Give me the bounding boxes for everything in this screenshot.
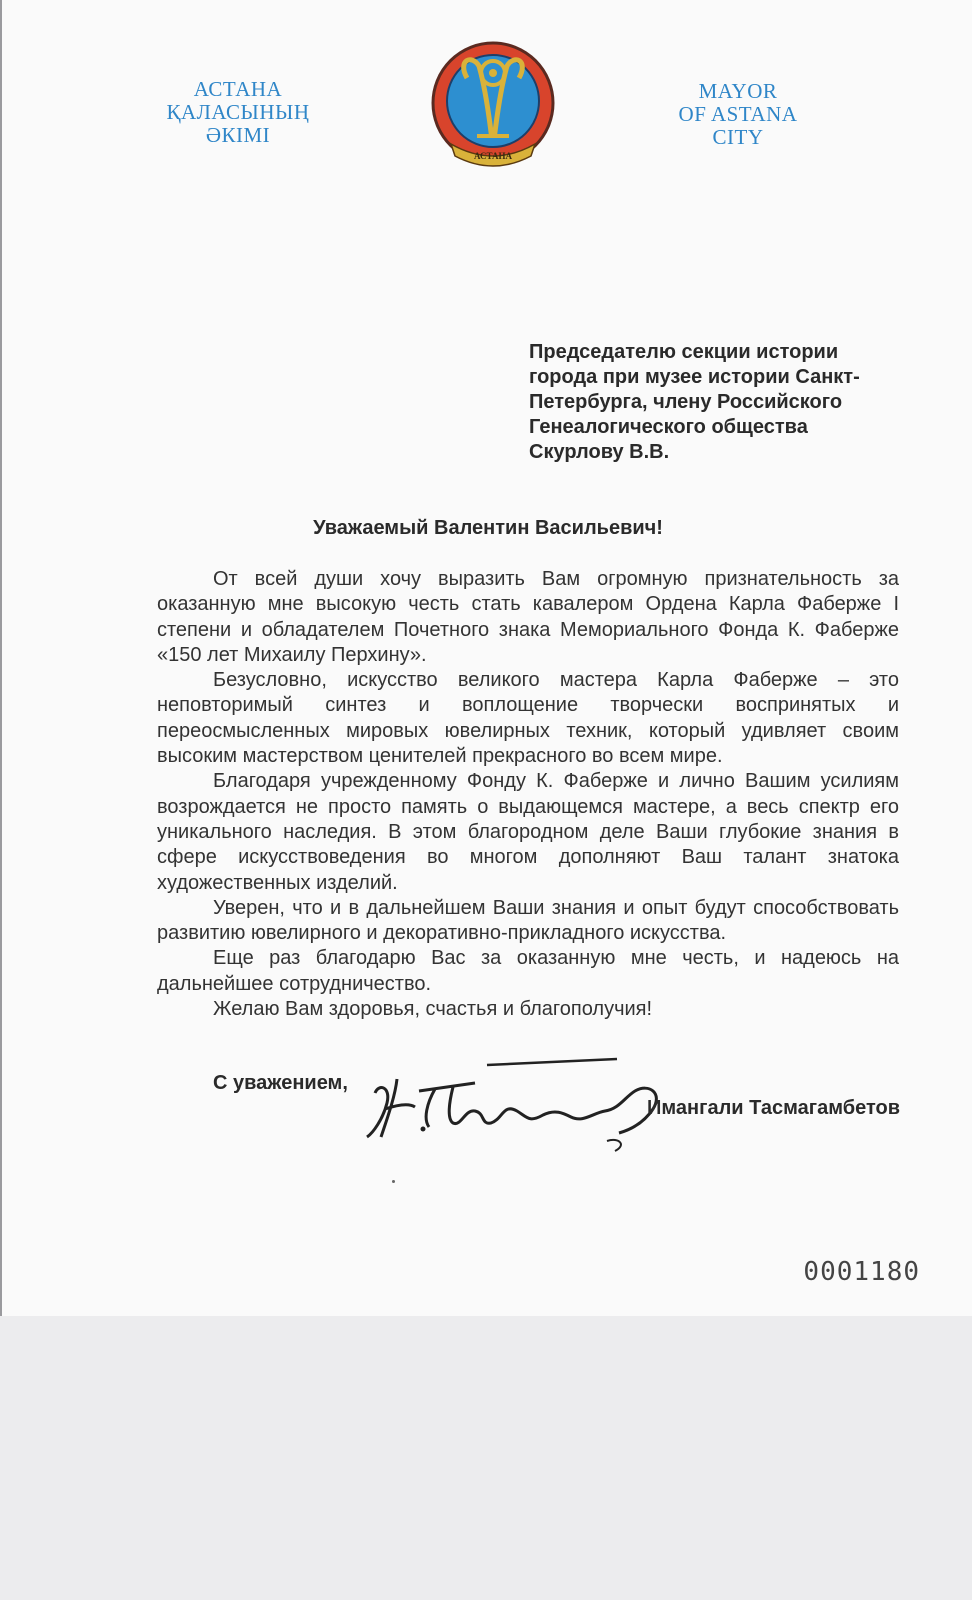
ink-dot bbox=[392, 1180, 395, 1183]
addressee-line: Петербурга, члену Российского bbox=[529, 391, 843, 413]
letterhead-left-line: ҚАЛАСЫНЫҢ bbox=[166, 100, 310, 124]
body-paragraph: Благодаря учрежденному Фонду К. Фаберже и лично Вашим усилиям возрождается не просто память о выдающемся мастере, а весь спектр его уникального наследия. В этом благородном деле Ваши глубокие знания в сфере искусствоведения во многом дополняют Ваш талант знатока художественных изделий. bbox=[157, 770, 899, 894]
body-paragraph: Еще раз благодарю Вас за оказанную мне честь, и надеюсь на дальнейшее сотрудничество. bbox=[157, 947, 899, 995]
letterhead-right-line: CITY bbox=[712, 125, 764, 149]
emblem-ribbon-text: АСТАНА bbox=[473, 151, 513, 161]
body-paragraph: Безусловно, искусство великого мастера Карла Фаберже – это неповторимый синтез и воплощение творчески воспринятых и переосмысленных мировых ювелирных техник, который удивляет своим высоким мастерством ценителей прекрасного во всем мире. bbox=[157, 669, 899, 768]
addressee-line: Скурлову В.В. bbox=[529, 441, 670, 463]
closing-phrase: С уважением, bbox=[213, 1072, 348, 1094]
addressee-block bbox=[529, 340, 909, 465]
signer-name: Имангали Тасмагамбетов bbox=[647, 1097, 900, 1119]
body-paragraph: Желаю Вам здоровья, счастья и благополучия! bbox=[213, 998, 653, 1021]
document-number: 0001180 bbox=[803, 1257, 920, 1287]
letterhead-left-line: АСТАНА bbox=[193, 77, 283, 101]
salutation: Уважаемый Валентин Васильевич! bbox=[313, 517, 663, 539]
addressee-line: Председателю секции истории bbox=[529, 341, 839, 363]
astana-coat-of-arms-icon bbox=[427, 40, 559, 170]
addressee-line: Генеалогического общества bbox=[529, 416, 808, 438]
body-paragraph: От всей души хочу выразить Вам огромную признательность за оказанную мне высокую честь стать кавалером Ордена Карла Фаберже I степени и обладателем Почетного знака Мемориального Фонда К. Фаберже «150 лет Михаилу Перхину». bbox=[157, 568, 899, 666]
letterhead-kazakh bbox=[152, 78, 324, 147]
addressee-line: города при музее истории Санкт- bbox=[529, 366, 860, 388]
letterhead-english bbox=[658, 80, 818, 149]
letter-body bbox=[157, 567, 899, 1022]
body-paragraph: Уверен, что и в дальнейшем Ваши знания и опыт будут способствовать развитию ювелирного и декоративно-прикладного искусства. bbox=[157, 896, 899, 945]
letterhead-right-line: MAYOR bbox=[698, 79, 778, 103]
letterhead-right-line: OF ASTANA bbox=[678, 102, 798, 126]
letterhead-left-line: ӘКІМІ bbox=[205, 123, 271, 147]
